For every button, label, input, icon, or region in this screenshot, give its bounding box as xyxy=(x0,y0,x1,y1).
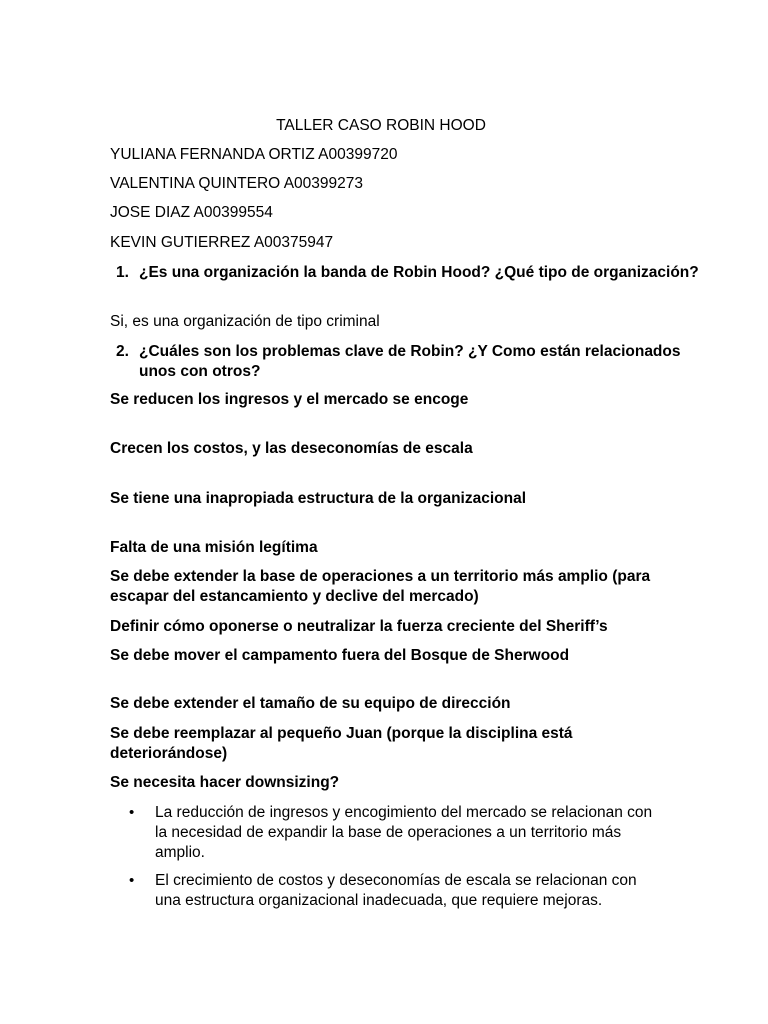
author-line: JOSE DIAZ A00399554 xyxy=(110,204,273,221)
bullet-icon: • xyxy=(129,804,135,821)
bullet-text: El crecimiento de costos y deseconomías de escala se relacionan con una estructura organizacional inadecuada, que requiere mejoras. xyxy=(155,872,637,909)
question-number: 2. xyxy=(116,343,129,360)
problem-item: Se debe reemplazar al pequeño Juan (porque la disciplina está deteriorándose) xyxy=(110,725,573,762)
author-line: VALENTINA QUINTERO A00399273 xyxy=(110,175,363,192)
bullet-icon: • xyxy=(129,872,135,889)
document-title: TALLER CASO ROBIN HOOD xyxy=(276,117,486,134)
problem-item: Se debe extender el tamaño de su equipo de dirección xyxy=(110,695,511,712)
problem-item: Falta de una misión legítima xyxy=(110,539,318,556)
problem-item: Se debe mover el campamento fuera del Bosque de Sherwood xyxy=(110,647,570,664)
problem-item: Crecen los costos, y las deseconomías de escala xyxy=(110,440,473,457)
problem-item: Se tiene una inapropiada estructura de la organizacional xyxy=(110,490,527,507)
problem-item: Se debe extender la base de operaciones a un territorio más amplio (para escapar del estancamiento y declive del mercado) xyxy=(110,568,651,605)
problem-item: Se necesita hacer downsizing? xyxy=(110,774,340,791)
problem-item: Definir cómo oponerse o neutralizar la fuerza creciente del Sheriff’s xyxy=(110,618,608,635)
question-text: ¿Es una organización la banda de Robin Hood? ¿Qué tipo de organización? xyxy=(139,264,699,281)
answer-text: Si, es una organización de tipo criminal xyxy=(110,313,380,330)
bullet-text: La reducción de ingresos y encogimiento del mercado se relacionan con la necesidad de expandir la base de operaciones a un territorio más amplio. xyxy=(155,804,653,861)
author-line: YULIANA FERNANDA ORTIZ A00399720 xyxy=(110,146,398,163)
author-line: KEVIN GUTIERREZ A00375947 xyxy=(110,234,334,251)
question-text: ¿Cuáles son los problemas clave de Robin? ¿Y Como están relacionados unos con otros? xyxy=(139,343,681,380)
question-number: 1. xyxy=(116,264,129,281)
problem-item: Se reducen los ingresos y el mercado se encoge xyxy=(110,391,469,408)
